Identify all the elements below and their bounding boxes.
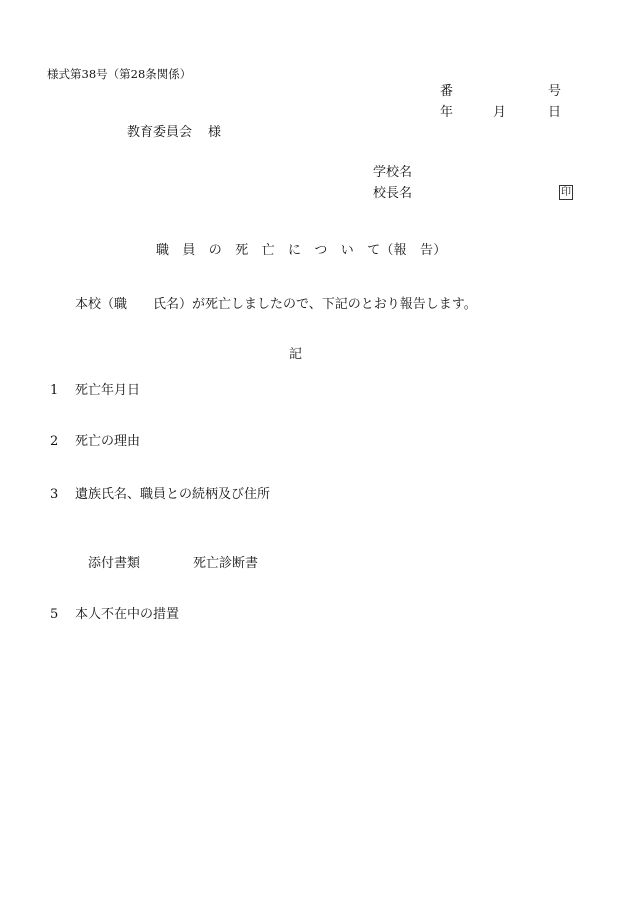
item-number: 3: [50, 487, 59, 502]
item-label: 本人不在中の措置: [75, 607, 180, 622]
document-number-suffix: 号: [548, 84, 562, 99]
item-label: 遺族氏名、職員との続柄及び住所: [75, 487, 271, 502]
item-label: 死亡年月日: [75, 383, 141, 398]
school-name-label: 学校名: [373, 165, 413, 180]
document-title: 職 員 の 死 亡 に つ い て（報 告）: [156, 243, 447, 258]
attachment-value: 死亡診断書: [193, 556, 259, 571]
item-number: 2: [50, 434, 59, 449]
addressee: 教育委員会: [127, 125, 193, 140]
date-year: 年: [440, 105, 454, 120]
date-day: 日: [548, 105, 562, 120]
form-number: 様式第38号（第28条関係）: [47, 67, 192, 81]
item-number: 5: [50, 607, 59, 622]
ki-heading: 記: [289, 347, 303, 362]
item-number: 1: [50, 383, 59, 398]
report-body: 本校（職 氏名）が死亡しましたので、下記のとおり報告します。: [75, 297, 477, 312]
document-number-prefix: 番: [440, 84, 454, 99]
addressee-honorific: 様: [208, 125, 222, 140]
item-label: 死亡の理由: [75, 434, 141, 449]
attachment-label: 添付書類: [88, 556, 141, 571]
principal-name-label: 校長名: [373, 186, 413, 201]
date-month: 月: [493, 105, 507, 120]
seal-mark: 印: [561, 187, 571, 198]
